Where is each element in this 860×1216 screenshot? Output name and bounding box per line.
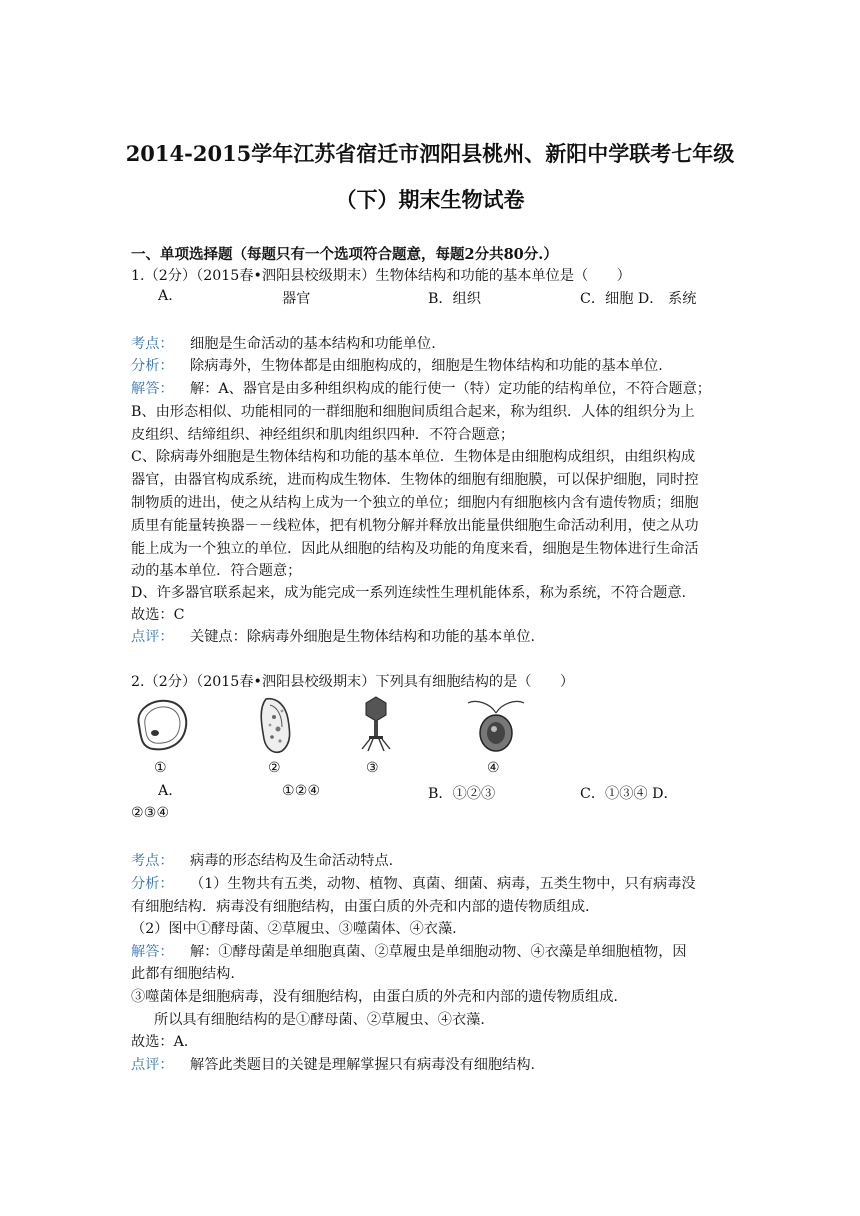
q2-stem: 2.（2分）（2015春•泗阳县校级期末）下列具有细胞结构的是（ ） [131, 674, 575, 690]
q2-dianping: 解答此类题目的关键是理解掌握只有病毒没有细胞结构. [190, 1057, 536, 1073]
q1-jieda-line: C、除病毒外细胞是生物体结构和功能的基本单位．生物体是由细胞构成组织，由组织构成 [131, 449, 696, 465]
q1-jieda-line: 解：A、器官是由多种组织构成的能行使一（特）定功能的结构单位，不符合题意； [190, 381, 711, 397]
q2-kaodian: 病毒的形态结构及生命活动特点. [190, 853, 394, 869]
paramecium-figure [252, 695, 302, 755]
q1-option-b: B．组织 [428, 291, 481, 307]
q1-jieda-line: D、许多器官联系起来，成为能完成一系列连续性生理机能体系，称为系统，不符合题意. [131, 585, 687, 601]
q1-jieda-line: B、由形态相似、功能相同的一群细胞和细胞间质组合起来，称为组织．人体的组织分为上 [131, 404, 695, 420]
q1-answer: 故选：C [131, 607, 185, 623]
q2-option-a-text: ①②④ [282, 783, 321, 799]
q2-jieda-label: 解答： [131, 944, 174, 960]
bacteriophage-figure [356, 693, 396, 755]
q1-kaodian-label: 考点： [131, 336, 174, 352]
q1-dianping-label: 点评： [131, 629, 174, 645]
q1-jieda-line: 能上成为一个独立的单位．因此从细胞的结构及功能的角度来看，细胞是生物体进行生命活 [131, 541, 699, 557]
q2-dianping-label: 点评： [131, 1057, 174, 1073]
title-line-1: 2014-2015学年江苏省宿迁市泗阳县桃州、新阳中学联考七年级 [125, 141, 735, 166]
q1-jieda-label: 解答： [131, 381, 174, 397]
yeast-cell-figure [131, 695, 191, 755]
q2-jieda-line: 此都有细胞结构. [131, 966, 235, 982]
figure-label-4: ④ [487, 760, 500, 776]
q1-jieda-line: 皮组织、结缔组织、神经组织和肌肉组织四种．不符合题意； [131, 427, 515, 443]
chlamydomonas-figure [464, 693, 528, 757]
q1-jieda-line: 器官，由器官构成系统，进而构成生物体．生物体的细胞有细胞膜，可以保护细胞，同时控 [131, 472, 699, 488]
q2-jieda-line: 所以具有细胞结构的是①酵母菌、②草履虫、④衣藻. [154, 1012, 485, 1028]
q2-answer: 故选：A. [131, 1034, 189, 1050]
q2-fenxi-line: 有细胞结构．病毒没有细胞结构，由蛋白质的外壳和内部的遗传物质组成. [131, 899, 590, 915]
q2-option-d-text: ②③④ [131, 805, 170, 821]
q1-fenxi: 除病毒外，生物体都是由细胞构成的，细胞是生物体结构和功能的基本单位. [190, 358, 663, 374]
q2-fenxi-label: 分析： [131, 876, 174, 892]
q2-fenxi-line: （1）生物共有五类，动物、植物、真菌、细菌、病毒，五类生物中，只有病毒没 [190, 876, 696, 892]
figure-label-3: ③ [366, 760, 379, 776]
q2-option-cd: C．①③④ D． [580, 786, 678, 802]
q1-option-a: A. [158, 288, 173, 304]
q1-jieda-line: 制物质的进出，使之从结构上成为一个独立的单位；细胞内有细胞核内含有遗传物质；细胞 [131, 495, 699, 511]
q1-fenxi-label: 分析： [131, 358, 174, 374]
q2-option-a: A. [158, 783, 173, 799]
section-heading: 一、单项选择题（每题只有一个选项符合题意，每题2分共80分.） [131, 246, 558, 263]
q1-kaodian: 细胞是生命活动的基本结构和功能单位. [190, 336, 436, 352]
figure-label-1: ① [154, 760, 167, 776]
title-line-2: （下）期末生物试卷 [335, 187, 525, 212]
figure-label-2: ② [268, 760, 281, 776]
q1-jieda-line: 动的基本单位．符合题意； [131, 563, 302, 579]
q2-jieda-line: ③噬菌体是细胞病毒，没有细胞结构，由蛋白质的外壳和内部的遗传物质组成. [131, 989, 618, 1005]
q1-option-a-text: 器官 [282, 291, 311, 307]
q2-option-b: B．①②③ [428, 786, 496, 802]
q1-jieda-line: 质里有能量转换器－－线粒体，把有机物分解并释放出能量供细胞生命活动利用，使之从功 [131, 518, 699, 534]
q2-jieda-line: 解：①酵母菌是单细胞真菌、②草履虫是单细胞动物、④衣藻是单细胞植物，因 [190, 944, 687, 960]
q1-dianping: 关键点：除病毒外细胞是生物体结构和功能的基本单位. [190, 629, 536, 645]
q2-fenxi-line: （2）图中①酵母菌、②草履虫、③噬菌体、④衣藻. [131, 921, 457, 937]
q1-stem: 1.（2分）（2015春•泗阳县校级期末）生物体结构和功能的基本单位是（ ） [131, 268, 631, 284]
q2-kaodian-label: 考点： [131, 853, 174, 869]
q1-option-cd: C．细胞 D． 系统 [580, 291, 697, 307]
